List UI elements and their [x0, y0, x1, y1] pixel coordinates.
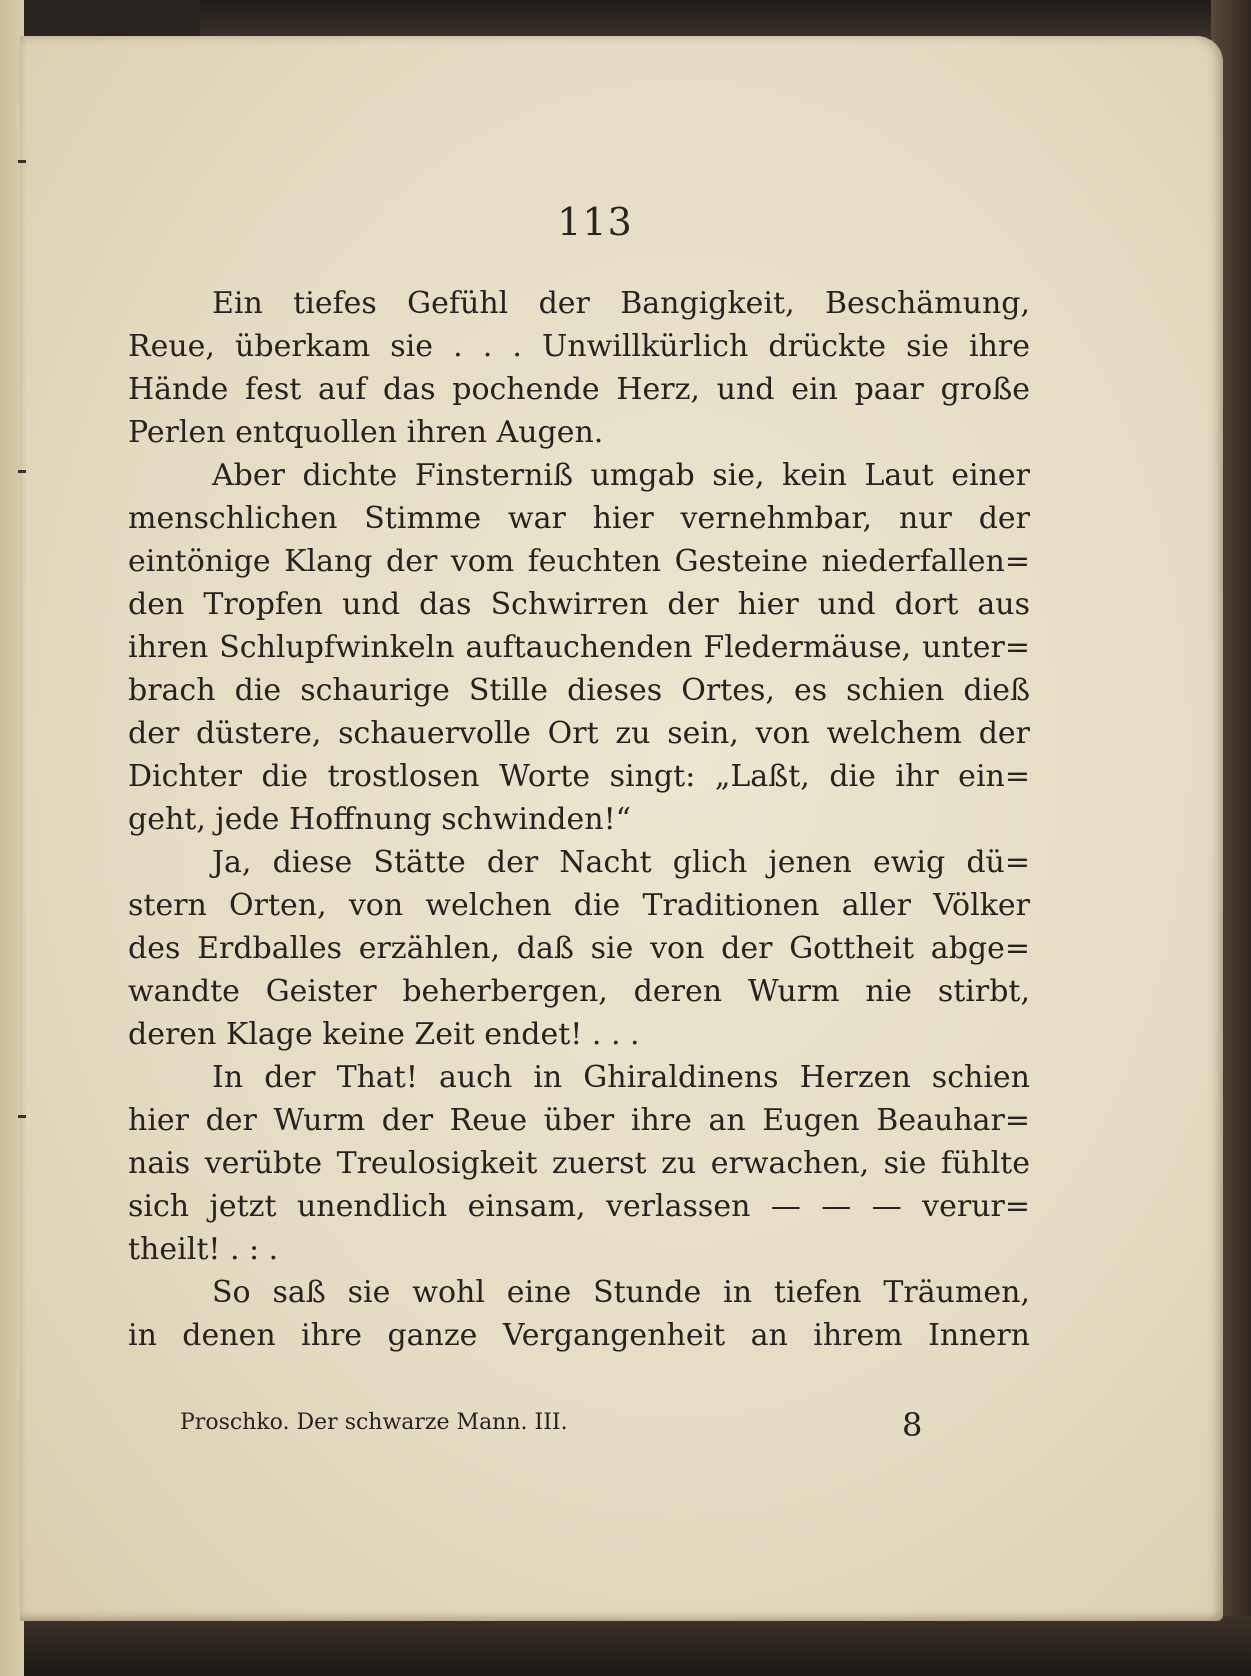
text-line: sich jetzt unendlich einsam, verlassen — — — verur= [128, 1189, 1030, 1224]
margin-tick-mark [18, 470, 26, 473]
text-line: der düstere, schauervolle Ort zu sein, von welchem der [128, 716, 1030, 751]
book-cover-bottom-edge [0, 1616, 1251, 1676]
text-line: brach die schaurige Stille dieses Ortes, es schien dieß [128, 673, 1030, 708]
margin-tick-mark [18, 1115, 26, 1118]
text-line: ihren Schlupfwinkeln auftauchenden Fledermäuse, unter= [128, 630, 1030, 665]
text-line: Ein tiefes Gefühl der Bangigkeit, Beschämung, [212, 286, 1030, 321]
text-line: Perlen entquollen ihren Augen. [128, 415, 604, 450]
page-footer [180, 1406, 980, 1446]
text-line: Hände fest auf das pochende Herz, und ein paar große [128, 372, 1030, 407]
text-line: deren Klage keine Zeit endet! . . . [128, 1017, 640, 1052]
paragraph-3 [128, 841, 1030, 1056]
page-number: 113 [557, 200, 633, 244]
text-line: stern Orten, von welchen die Traditionen aller Völker [128, 888, 1030, 923]
paragraph-2 [128, 454, 1030, 841]
text-line: des Erdballes erzählen, daß sie von der Gottheit abge= [128, 931, 1030, 966]
book-cover-top-edge [200, 0, 1251, 38]
text-line: geht, jede Hoffnung schwinden!“ [128, 802, 631, 837]
text-line: theilt! . : . [128, 1232, 279, 1267]
text-line: eintönige Klang der vom feuchten Gesteine niederfallen= [128, 544, 1030, 579]
text-line: wandte Geister beherbergen, deren Wurm nie stirbt, [128, 974, 1030, 1009]
text-line: in denen ihre ganze Vergangenheit an ihrem Innern [128, 1318, 1030, 1353]
text-line: den Tropfen und das Schwirren der hier und dort aus [128, 587, 1030, 622]
paragraph-5 [128, 1271, 1030, 1357]
paragraph-1 [128, 282, 1030, 454]
paragraph-4 [128, 1056, 1030, 1271]
text-line: hier der Wurm der Reue über ihre an Eugen Beauhar= [128, 1103, 1030, 1138]
text-line: Dichter die trostlosen Worte singt: „Laßt, die ihr ein= [128, 759, 1030, 794]
text-line: Ja, diese Stätte der Nacht glich jenen ewig dü= [212, 845, 1030, 880]
page-sheet [20, 36, 1223, 1621]
text-line: nais verübte Treulosigkeit zuerst zu erwachen, sie fühlte [128, 1146, 1030, 1181]
text-line: Reue, überkam sie . . . Unwillkürlich drückte sie ihre [128, 329, 1030, 364]
text-line: Aber dichte Finsterniß umgab sie, kein Laut einer [212, 458, 1030, 493]
text-line: In der That! auch in Ghiraldinens Herzen schien [212, 1060, 1030, 1095]
text-line: menschlichen Stimme war hier vernehmbar, nur der [128, 501, 1030, 536]
body-text [128, 282, 1030, 1357]
margin-tick-mark [18, 160, 26, 163]
text-line: So saß sie wohl eine Stunde in tiefen Träumen, [212, 1275, 1030, 1310]
signature-mark: Proschko. Der schwarze Mann. III. [180, 1410, 568, 1435]
sheet-number: 8 [902, 1406, 923, 1444]
